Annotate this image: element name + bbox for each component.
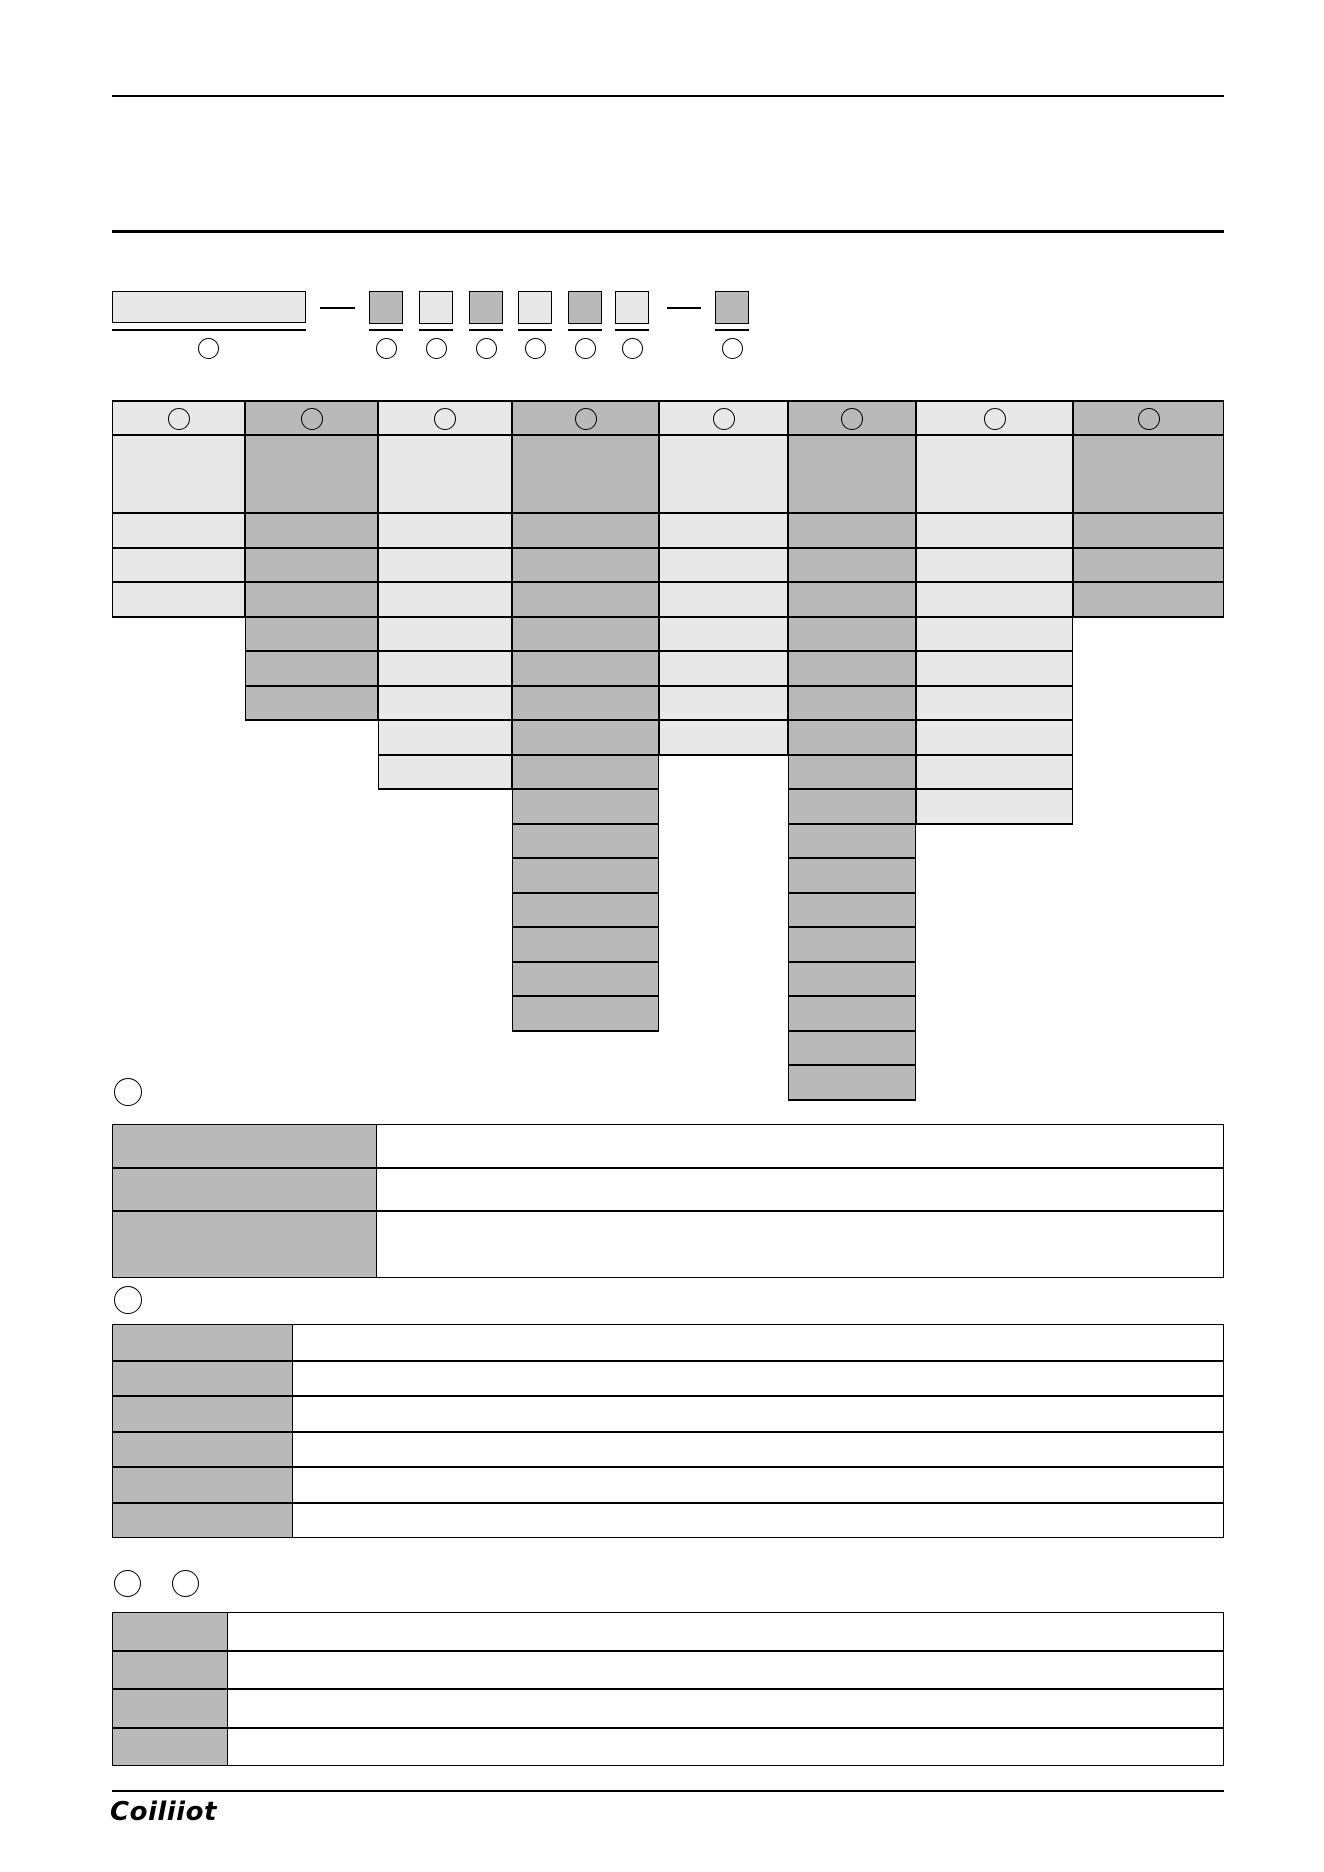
matrix-col-5-option (659, 687, 788, 722)
matrix-col-8-option (1073, 514, 1224, 549)
matrix-col-2-option (245, 583, 378, 618)
matrix-col-2-option (245, 549, 378, 584)
table-3-row-divider (112, 1727, 1224, 1729)
matrix-col-5-option (659, 583, 788, 618)
code-circle-7 (622, 338, 643, 359)
table-3-circle-b (172, 1570, 199, 1597)
matrix-col-7-option (916, 618, 1073, 653)
matrix-col-1-option (112, 514, 245, 549)
code-box-6 (568, 291, 602, 324)
matrix-col-4-option (512, 687, 659, 722)
matrix-col-2-option (245, 687, 378, 722)
code-box-8 (715, 291, 749, 324)
matrix-col-5-option (659, 549, 788, 584)
matrix-col-7-circle (984, 408, 1006, 430)
matrix-col-2-option (245, 618, 378, 653)
code-circle-3 (426, 338, 447, 359)
matrix-col-3-option (378, 618, 512, 653)
matrix-col-5-option (659, 514, 788, 549)
matrix-col-7-option (916, 721, 1073, 756)
code-underline (112, 329, 306, 331)
matrix-col-4-option (512, 790, 659, 825)
code-circle-1 (198, 338, 219, 359)
matrix-col-4-circle (575, 408, 597, 430)
matrix-col-4-option (512, 721, 659, 756)
matrix-col-6-option (788, 928, 916, 963)
matrix-col-4-option (512, 825, 659, 860)
matrix-col-6-option (788, 963, 916, 998)
code-box-5 (518, 291, 552, 324)
matrix-col-8-option (1073, 549, 1224, 584)
matrix-col-4-title-cell (512, 436, 659, 514)
table-2-circle (114, 1286, 142, 1314)
matrix-col-2-title-cell (245, 436, 378, 514)
matrix-col-1-option (112, 583, 245, 618)
code-box-4 (469, 291, 503, 324)
matrix-col-2-option (245, 652, 378, 687)
matrix-col-1-title-cell (112, 436, 245, 514)
matrix-col-6-option (788, 618, 916, 653)
brand-logo: Coiliiot (110, 1797, 217, 1827)
matrix-col-3-circle (434, 408, 456, 430)
matrix-col-6-title-cell (788, 436, 916, 514)
matrix-col-5-option (659, 652, 788, 687)
table-1-row-divider (112, 1210, 1224, 1212)
matrix-col-8-option (1073, 583, 1224, 618)
matrix-col-1-option (112, 549, 245, 584)
code-underline (518, 329, 552, 331)
matrix-col-6-option (788, 756, 916, 791)
matrix-col-5-title-cell (659, 436, 788, 514)
matrix-col-7-option (916, 652, 1073, 687)
matrix-col-6-option (788, 1066, 916, 1101)
code-underline (469, 329, 503, 331)
code-underline (715, 329, 749, 331)
code-underline (419, 329, 453, 331)
matrix-col-3-option (378, 756, 512, 791)
matrix-col-6-option (788, 894, 916, 929)
table-2-row-divider (112, 1395, 1224, 1397)
matrix-col-3-option (378, 583, 512, 618)
matrix-col-6-option (788, 997, 916, 1032)
code-box-3 (419, 291, 453, 324)
table-1-circle (114, 1078, 142, 1106)
code-box-main (112, 291, 306, 323)
code-underline (568, 329, 602, 331)
matrix-col-4-option (512, 859, 659, 894)
matrix-col-4-option (512, 997, 659, 1032)
matrix-col-5-circle (713, 408, 735, 430)
matrix-col-3-option (378, 549, 512, 584)
matrix-col-4-option (512, 894, 659, 929)
matrix-col-3-title-cell (378, 436, 512, 514)
matrix-col-7-option (916, 549, 1073, 584)
code-box-7 (615, 291, 649, 324)
matrix-col-3-option (378, 652, 512, 687)
matrix-col-4-option (512, 756, 659, 791)
code-underline (369, 329, 403, 331)
matrix-col-3-option (378, 687, 512, 722)
matrix-col-7-option (916, 583, 1073, 618)
matrix-col-4-option (512, 514, 659, 549)
matrix-col-6-option (788, 514, 916, 549)
code-circle-6 (575, 338, 596, 359)
table-3-circle-a (114, 1570, 141, 1597)
code-box-2 (369, 291, 403, 324)
matrix-col-8-circle (1138, 408, 1160, 430)
matrix-col-2-option (245, 514, 378, 549)
matrix-col-5-option (659, 721, 788, 756)
code-circle-2 (376, 338, 397, 359)
matrix-col-7-option (916, 790, 1073, 825)
table-1-label-col (113, 1125, 377, 1277)
header-rule-bottom (112, 230, 1224, 233)
matrix-col-5-option (659, 618, 788, 653)
matrix-col-6-option (788, 652, 916, 687)
matrix-col-6-option (788, 549, 916, 584)
matrix-col-8-title-cell (1073, 436, 1224, 514)
matrix-col-7-option (916, 756, 1073, 791)
matrix-col-6-option (788, 583, 916, 618)
code-dash (320, 307, 355, 309)
matrix-col-6-option (788, 1032, 916, 1067)
table-2-row-divider (112, 1502, 1224, 1504)
table-1-row-divider (112, 1167, 1224, 1169)
footer-rule (112, 1790, 1224, 1792)
table-3-row-divider (112, 1688, 1224, 1690)
matrix-col-6-circle (841, 408, 863, 430)
matrix-col-4-option (512, 928, 659, 963)
matrix-col-4-option (512, 583, 659, 618)
header-rule-top (112, 95, 1224, 97)
table-2-row-divider (112, 1360, 1224, 1362)
matrix-col-6-option (788, 790, 916, 825)
matrix-col-4-option (512, 652, 659, 687)
code-circle-4 (476, 338, 497, 359)
matrix-col-3-option (378, 514, 512, 549)
code-circle-5 (525, 338, 546, 359)
matrix-col-3-option (378, 721, 512, 756)
matrix-col-6-option (788, 859, 916, 894)
table-2-row-divider (112, 1431, 1224, 1433)
matrix-col-1-circle (168, 408, 190, 430)
matrix-col-7-option (916, 514, 1073, 549)
code-dash (667, 307, 701, 309)
matrix-col-4-option (512, 618, 659, 653)
matrix-col-6-option (788, 687, 916, 722)
matrix-col-4-option (512, 963, 659, 998)
table-2-row-divider (112, 1466, 1224, 1468)
matrix-col-6-option (788, 825, 916, 860)
matrix-col-2-circle (301, 408, 323, 430)
code-circle-8 (722, 338, 743, 359)
code-underline (615, 329, 649, 331)
matrix-col-7-option (916, 687, 1073, 722)
matrix-col-4-option (512, 549, 659, 584)
matrix-col-6-option (788, 721, 916, 756)
matrix-col-7-title-cell (916, 436, 1073, 514)
table-3-row-divider (112, 1650, 1224, 1652)
